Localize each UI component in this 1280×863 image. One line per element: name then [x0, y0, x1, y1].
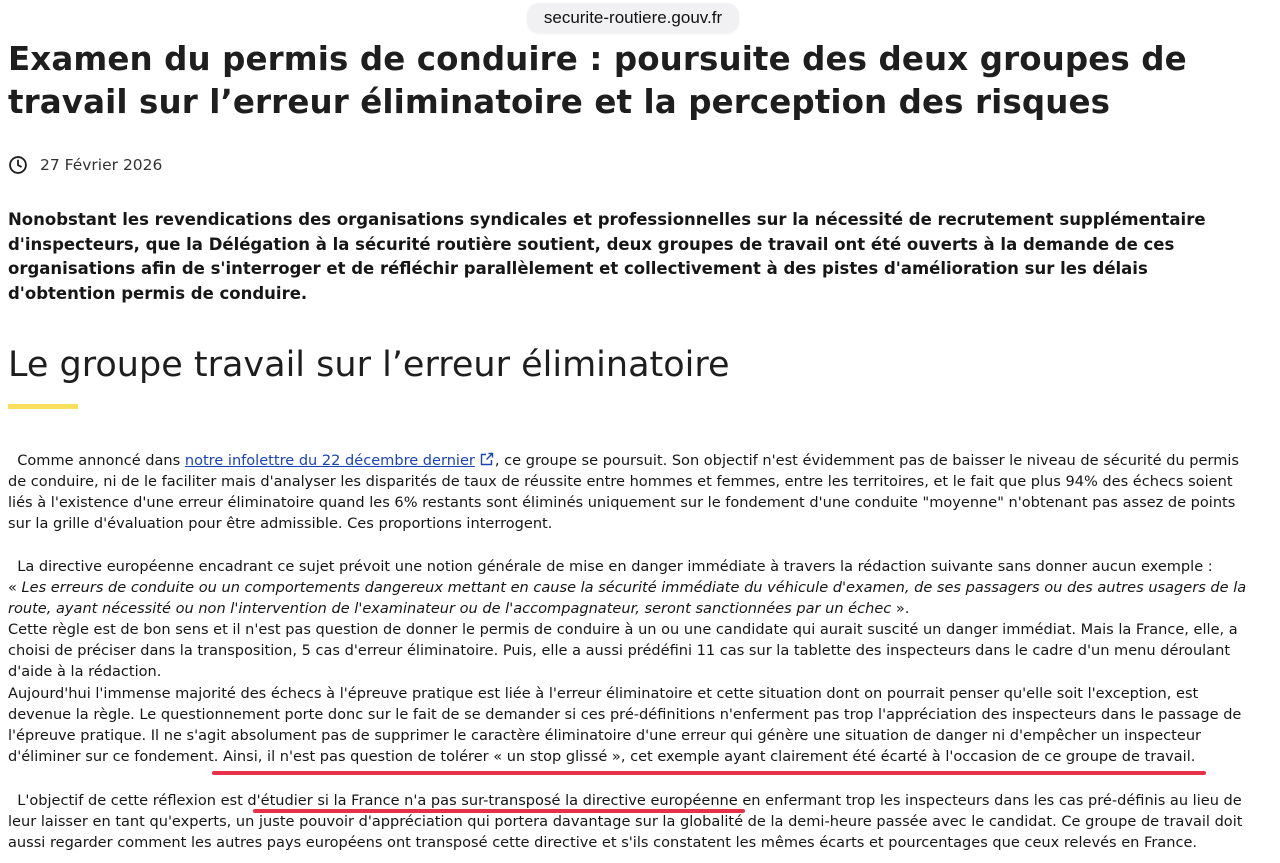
quote-open: « — [8, 579, 22, 597]
rule-text: Cette règle est de bon sens et il n'est pas question de donner le permis de conduire à un ou une candidate qui aurait suscité un danger immédiat. Mais la France, elle, a choisi de préciser dans la transposition, 5 cas d'erreur éliminatoire. Puis, elle a aussi prédéfini 11 cas sur la tablette des inspecteurs dans le cadre d'un menu déroulant d'aide à la rédaction. — [8, 621, 1238, 681]
quote-close: ». — [891, 600, 910, 618]
date-text: 27 Février 2026 — [40, 156, 163, 174]
p1-text-start: Comme annoncé dans — [17, 452, 185, 469]
section-underline — [8, 404, 78, 409]
section-title: Le groupe travail sur l’erreur éliminatoire — [8, 345, 730, 385]
annotation-underline-stop-glisse — [212, 771, 1206, 775]
objectif-text: L'objectif de cette réflexion est d'étudier si la France n'a pas sur-transposé la directive européenne en enfermant trop les inspecteurs dans les cas pré-définis au lieu de leur laisser en tant qu'experts, un juste pouvoir d'appréciation qui portera davantage sur la globalité de la demi-heure passée avec le candidat. Ce groupe de travail doit aussi regarder comment les autres pays européens ont transposé cette directive et s'ils constatent les mêmes écarts et pourcentages que ceux relevés en France. — [8, 792, 1243, 852]
page-title: Examen du permis de conduire : poursuite des deux groupes de travail sur l’erreur éliminatoire et la perception des risques — [8, 40, 1187, 121]
annotation-underline-directive — [253, 809, 745, 813]
quote-text: Les erreurs de conduite ou un comportements dangereux mettant en cause la sécurité immédiate du véhicule d'examen, de ses passagers ou des autres usagers de la route, ayant nécessité ou non l'intervention de l'examinateur ou de l'accompagnateur, seront sanctionnées par un échec — [8, 579, 1247, 618]
infolettre-link-text: notre infolettre du 22 décembre dernier — [184, 452, 475, 469]
publication-date — [8, 153, 162, 177]
article-lead: Nonobstant les revendications des organisations syndicales et professionnelles sur la nécessité de recrutement supplémentaire d'inspecteurs, que la Délégation à la sécurité routière soutient, deux groupes de travail ont été ouverts à la demande de ces organisations afin de s'interroger et de réfléchir parallèlement et collectivement à des pistes d'amélioration sur les délais d'obtention permis de conduire. — [8, 210, 1206, 303]
today-text: Aujourd'hui l'immense majorité des échecs à l'épreuve pratique est liée à l'erreur éliminatoire et cette situation dont on pourrait penser qu'elle soit l'exception, est devenue la règle. Le questionnement porte donc sur le fait de se demander si ces pré-définitions n'enferment pas trop l'appréciation des inspecteurs dans le passage de l'épreuve pratique. Il ne s'agit absolument pas de supprimer le caractère éliminatoire d'une erreur qui génère une situation de danger ni d'empêcher un inspecteur d'éliminer sur ce fondement. Ainsi, il n'est pas question de tolérer « un stop glissé », cet exemple ayant clairement été écarté à l'occasion de ce groupe de travail. — [8, 684, 1242, 765]
address-bar[interactable] — [527, 3, 739, 33]
external-link-icon[interactable] — [479, 451, 495, 467]
directive-quote — [8, 577, 1260, 619]
paragraph-objectif — [8, 790, 1260, 853]
clock-icon — [8, 155, 28, 175]
directive-intro: La directive européenne encadrant ce sujet prévoit une notion générale de mise en danger immédiate à travers la rédaction suivante sans donner aucun exemple : — [17, 558, 1213, 575]
url-text: securite-routiere.gouv.fr — [543, 8, 723, 27]
paragraph-directive — [8, 556, 1260, 767]
infolettre-link[interactable] — [185, 452, 475, 469]
paragraph-infolettre — [8, 450, 1260, 534]
p1-text-end: , ce groupe se poursuit. Son objectif n'est évidemment pas de baisser le niveau de sécurité du permis de conduire, ni de le faciliter mais d'analyser les disparités de taux de réussite entre hommes et femmes, entre les territoires, et le fait que plus 94% des échecs soient liés à l'existence d'une erreur éliminatoire quand les 6% restants sont éliminés uniquement sur le fondement d'une conduite "moyenne" n'obtenant pas assez de points sur la grille d'évaluation pour être admissible. Ces proportions interrogent. — [8, 452, 1239, 533]
